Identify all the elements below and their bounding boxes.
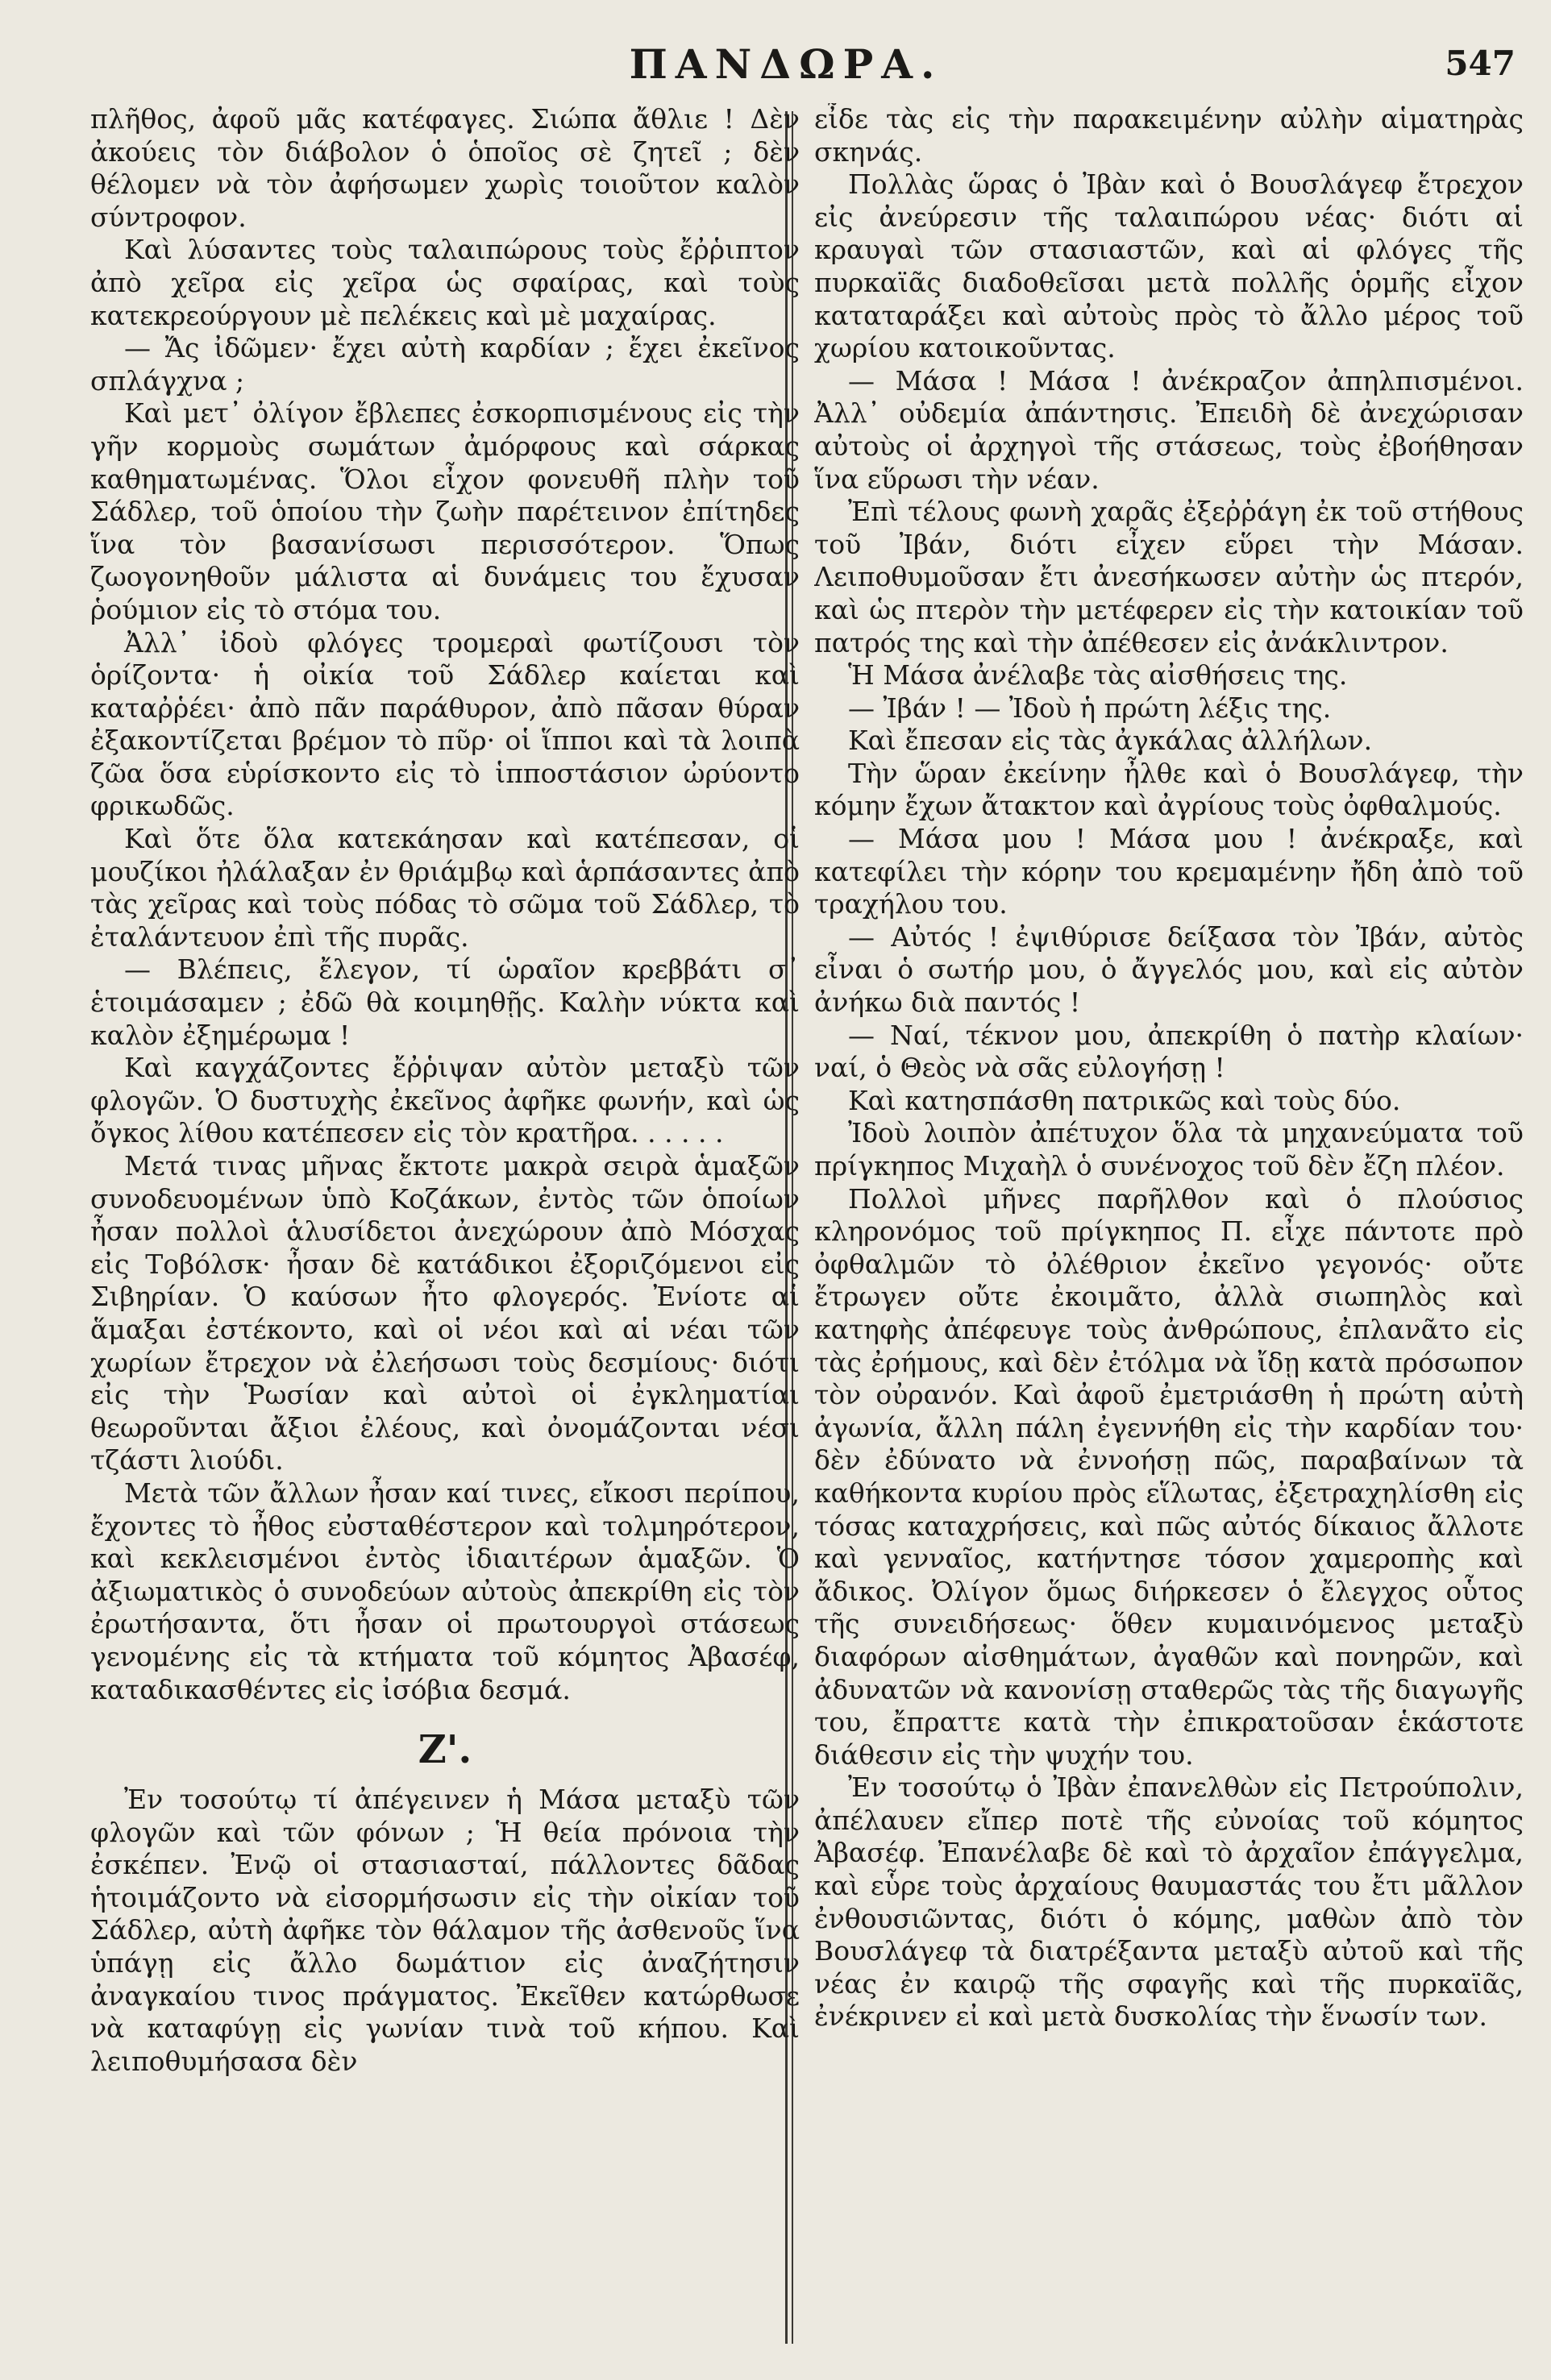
paragraph: Ἐν τοσούτῳ τί ἀπέγεινεν ἡ Μάσα μεταξὺ τῶν φλογῶν καὶ τῶν φόνων ; Ἡ θεία πρόνοια τὴν ἐσκέπεν. Ἐνῷ οἱ στασιασταί, πάλλοντες δᾶδας ἡτοιμάζοντο νὰ εἰσορμήσωσιν εἰς τὴν οἰκίαν τοῦ Σάδλερ, αὐτὴ ἀφῆκε τὸν θάλαμον τῆς ἀσθενοῦς ἵνα ὑπάγῃ εἰς ἄλλο δωμάτιον εἰς ἀναζήτησιν ἀναγκαίου τινος πράγματος. Ἐκεῖθεν κατώρθωσε νὰ καταφύγῃ εἰς γωνίαν τινὰ τοῦ κήπου. Καὶ λειποθυμήσασα δὲν [90, 1784, 800, 2077]
paragraph: Τὴν ὥραν ἐκείνην ἦλθε καὶ ὁ Βουσλάγεφ, τὴν κόμην ἔχων ἄτακτον καὶ ἀγρίους τοὺς ὀφθαλμούς. [814, 757, 1524, 822]
paragraph: Μετὰ τῶν ἄλλων ἦσαν καί τινες, εἴκοσι περίπου, ἔχοντες τὸ ἦθος εὐσταθέστερον καὶ τολμηρότερον, καὶ κεκλεισμένοι ἐντὸς ἰδιαιτέρων ἁμαξῶν. Ὁ ἀξιωματικὸς ὁ συνοδεύων αὐτοὺς ἀπεκρίθη εἰς τὸν ἐρωτήσαντα, ὅτι ἦσαν οἱ πρωτουργοὶ στάσεως γενομένης εἰς τὰ κτήματα τοῦ κόμητος Ἀβασέφ, καταδικασθέντες εἰς ἰσόβια δεσμά. [90, 1477, 800, 1705]
paragraph: — Αὐτός ! ἐψιθύρισε δείξασα τὸν Ἰβάν, αὐτὸς εἶναι ὁ σωτήρ μου, ὁ ἄγγελός μου, καὶ εἰς αὐτὸν ἀνήκω διὰ παντός ! [814, 920, 1524, 1019]
section-heading: Ζ'. [418, 1727, 472, 1773]
journal-title: ΠΑΝΔΩΡΑ. [629, 40, 943, 88]
paragraph: Καὶ ὅτε ὅλα κατεκάησαν καὶ κατέπεσαν, οἱ μουζίκοι ἠλάλαξαν ἐν θριάμβῳ καὶ ἁρπάσαντες ἀπὸ τὰς χεῖρας καὶ τοὺς πόδας τὸ σῶμα τοῦ Σάδλερ, τὸ ἐταλάντευον ἐπὶ τῆς πυρᾶς. [90, 823, 800, 953]
paragraph: Πολλοὶ μῆνες παρῆλθον καὶ ὁ πλούσιος κληρονόμος τοῦ πρίγκηπος Π. εἶχε πάντοτε πρὸ ὀφθαλμῶν τὸ ὀλέθριον ἐκεῖνο γεγονός· οὔτε ἔτρωγεν οὔτε ἐκοιμᾶτο, ἀλλὰ σιωπηλὸς καὶ κατηφὴς ἀπέφευγε τοὺς ἀνθρώπους, ἐπλανᾶτο εἰς τὰς ἐρήμους, καὶ δὲν ἐτόλμα νὰ ἴδῃ κατὰ πρόσωπον τὸν οὐρανόν. Καὶ ἀφοῦ ἐμετριάσθη ἡ πρώτη αὐτὴ ἀγωνία, ἄλλη πάλη ἐγεννήθη εἰς τὴν καρδίαν του· δὲν ἐδύνατο νὰ ἐννοήσῃ πῶς, παραβαίνων τὰ καθήκοντα κυρίου πρὸς εἵλωτας, ἐξετραχηλίσθη εἰς τόσας καταχρήσεις, καὶ πῶς αὐτός δίκαιος ἄλλοτε καὶ γενναῖος, κατήντησε τόσον χαμεροπὴς καὶ ἄδικος. Ὀλίγον ὅμως διήρκεσεν ὁ ἔλεγχος οὗτος τῆς συνειδήσεως· ὅθεν κυμαινόμενος μεταξὺ διαφόρων αἰσθημάτων, ἀγαθῶν καὶ πονηρῶν, καὶ ἀδυνατῶν νὰ κανονίσῃ σταθερῶς τὰς τῆς διαγωγῆς του, ἔπραττε κατὰ τὴν ἐπικρατοῦσαν ἑκάστοτε διάθεσιν εἰς τὴν ψυχήν του. [814, 1182, 1524, 1771]
right-column [814, 103, 1524, 2360]
paragraph: Μετά τινας μῆνας ἔκτοτε μακρὰ σειρὰ ἁμαξῶν συνοδευομένων ὑπὸ Κοζάκων, ἐντὸς τῶν ὁποίων ἦσαν πολλοὶ ἁλυσίδετοι ἀνεχώρουν ἀπὸ Μόσχας εἰς Τοβόλσκ· ἦσαν δὲ κατάδικοι ἐξοριζόμενοι εἰς Σιβηρίαν. Ὁ καύσων ἦτο φλογερός. Ἐνίοτε αἱ ἅμαξαι ἐστέκοντο, καὶ οἱ νέοι καὶ αἱ νέαι τῶν χωρίων ἔτρεχον νὰ ἐλεήσωσι τοὺς δεσμίους· διότι εἰς τὴν Ῥωσίαν καὶ αὐτοὶ οἱ ἐγκληματίαι θεωροῦνται ἄξιοι ἐλέους, καὶ ὀνομάζονται νέσι τζάστι λιούδι. [90, 1150, 800, 1477]
paragraph: Καὶ μετ᾽ ὀλίγον ἔβλεπες ἐσκορπισμένους εἰς τὴν γῆν κορμοὺς σωμάτων ἀμόρφους καὶ σάρκας καθηματωμένας. Ὅλοι εἶχον φονευθῆ πλὴν τοῦ Σάδλερ, τοῦ ὁποίου τὴν ζωὴν παρέτεινον ἐπίτηδες ἵνα τὸν βασανίσωσι περισσότερον. Ὅπως ζωογονηθοῦν μάλιστα αἱ δυνάμεις του ἔχυσαν ῥούμιον εἰς τὸ στόμα του. [90, 397, 800, 625]
paragraph: Καὶ ἔπεσαν εἰς τὰς ἀγκάλας ἀλλήλων. [848, 725, 1373, 757]
paragraph: — Μάσα μου ! Μάσα μου ! ἀνέκραξε, καὶ κατεφίλει τὴν κόρην του κρεμαμένην ἤδη ἀπὸ τοῦ τραχήλου του. [814, 823, 1524, 920]
page-header [56, 32, 1516, 89]
paragraph: Ἰδοὺ λοιπὸν ἀπέτυχον ὅλα τὰ μηχανεύματα τοῦ πρίγκηπος Μιχαὴλ ὁ συνένοχος τοῦ δὲν ἔζη πλέον. [814, 1117, 1524, 1182]
paragraph: Πολλὰς ὥρας ὁ Ἰβὰν καὶ ὁ Βουσλάγεφ ἔτρεχον εἰς ἀνεύρεσιν τῆς ταλαιπώρου νέας· διότι αἱ κραυγαὶ τῶν στασιαστῶν, καὶ αἱ φλόγες τῆς πυρκαϊᾶς διαδοθεῖσαι μετὰ πολλῆς ὁρμῆς εἶχον καταταράξει καὶ αὐτοὺς πρὸς τὸ ἄλλο μέρος τοῦ χωρίου κατοικοῦντας. [814, 168, 1524, 364]
page-number: 547 [1445, 44, 1516, 83]
paragraph: — Ἰβάν ! — Ἰδοὺ ἡ πρώτη λέξις της. [848, 692, 1332, 724]
paragraph: Ἡ Μάσα ἀνέλαβε τὰς αἰσθήσεις της. [848, 659, 1348, 692]
paragraph: Ἐπὶ τέλους φωνὴ χαρᾶς ἐξεῤῥάγη ἐκ τοῦ στήθους τοῦ Ἰβάν, διότι εἶχεν εὕρει τὴν Μάσαν. Λειποθυμοῦσαν ἔτι ἀνεσήκωσεν αὐτὴν ὡς πτερόν, καὶ ὡς πτερὸν τὴν μετέφερεν εἰς τὴν κατοικίαν τοῦ πατρός της καὶ τὴν ἀπέθεσεν εἰς ἀνάκλιντρον. [814, 496, 1524, 658]
left-column [90, 103, 800, 2360]
paragraph: — Μάσα ! Μάσα ! ἀνέκραζον ἀπηλπισμένοι. Ἀλλ᾽ οὐδεμία ἀπάντησις. Ἐπειδὴ δὲ ἀνεχώρισαν αὐτοὺς οἱ ἀρχηγοὶ τῆς στάσεως, τοὺς ἐβοήθησαν ἵνα εὕρωσι τὴν νέαν. [814, 364, 1524, 495]
paragraph: εἶδε τὰς εἰς τὴν παρακειμένην αὐλὴν αἱματηρὰς σκηνάς. [814, 103, 1524, 168]
paragraph: Καὶ λύσαντες τοὺς ταλαιπώρους τοὺς ἔῤῥιπτον ἀπὸ χεῖρα εἰς χεῖρα ὡς σφαίρας, καὶ τοὺς κατεκρεούργουν μὲ πελέκεις καὶ μὲ μαχαίρας. [90, 234, 800, 331]
paragraph: Καὶ καγχάζοντες ἔῤῥιψαν αὐτὸν μεταξὺ τῶν φλογῶν. Ὁ δυστυχὴς ἐκεῖνος ἀφῆκε φωνήν, καὶ ὡς ὄγκος λίθου κατέπεσεν εἰς τὸν κρατῆρα. . . . . . [90, 1052, 800, 1149]
paragraph: πλῆθος, ἀφοῦ μᾶς κατέφαγες. Σιώπα ἄθλιε ! Δὲν ἀκούεις τὸν διάβολον ὁ ὁποῖος σὲ ζητεῖ ; δὲν θέλομεν νὰ τὸν ἀφήσωμεν χωρὶς τοιοῦτον καλὸν σύντροφον. [90, 103, 800, 233]
paragraph: — Ναί, τέκνον μου, ἀπεκρίθη ὁ πατὴρ κλαίων· ναί, ὁ Θεὸς νὰ σᾶς εὐλογήσῃ ! [814, 1019, 1524, 1084]
paragraph: — Ἄς ἰδῶμεν· ἔχει αὐτὴ καρδίαν ; ἔχει ἐκεῖνος σπλάγχνα ; [90, 332, 800, 397]
paragraph: Ἐν τοσούτῳ ὁ Ἰβὰν ἐπανελθὼν εἰς Πετρούπολιν, ἀπέλαυεν εἴπερ ποτὲ τῆς εὐνοίας τοῦ κόμητος Ἀβασέφ. Ἐπανέλαβε δὲ καὶ τὸ ἀρχαῖον ἐπάγγελμα, καὶ εὗρε τοὺς ἀρχαίους θαυμαστάς του ἔτι μᾶλλον ἐνθουσιῶντας, διότι ὁ κόμης, μαθὼν ἀπὸ τὸν Βουσλάγεφ τὰ διατρέξαντα μεταξὺ αὐτοῦ καὶ τῆς νέας ἐν καιρῷ τῆς σφαγῆς καὶ τῆς πυρκαϊᾶς, ἐνέκρινεν εἰ καὶ μετὰ δυσκολίας τὴν ἕνωσίν των. [814, 1772, 1524, 2033]
paragraph: Ἀλλ᾽ ἰδοὺ φλόγες τρομεραὶ φωτίζουσι τὸν ὁρίζοντα· ἡ οἰκία τοῦ Σάδλερ καίεται καὶ καταῤῥέει· ἀπὸ πᾶν παράθυρον, ἀπὸ πᾶσαν θύραν ἐξακοντίζεται βρέμον τὸ πῦρ· οἱ ἵπποι καὶ τὰ λοιπὰ ζῶα ὅσα εὑρίσκοντο εἰς τὸ ἱπποστάσιον ὠρύοντο φρικωδῶς. [90, 626, 800, 822]
paragraph: — Βλέπεις, ἔλεγον, τί ὡραῖον κρεββάτι σ᾽ ἑτοιμάσαμεν ; ἐδῶ θὰ κοιμηθῇς. Καλὴν νύκτα καὶ καλὸν ἐξημέρωμα ! [90, 953, 800, 1051]
paragraph: Καὶ κατησπάσθη πατρικῶς καὶ τοὺς δύο. [848, 1084, 1401, 1116]
